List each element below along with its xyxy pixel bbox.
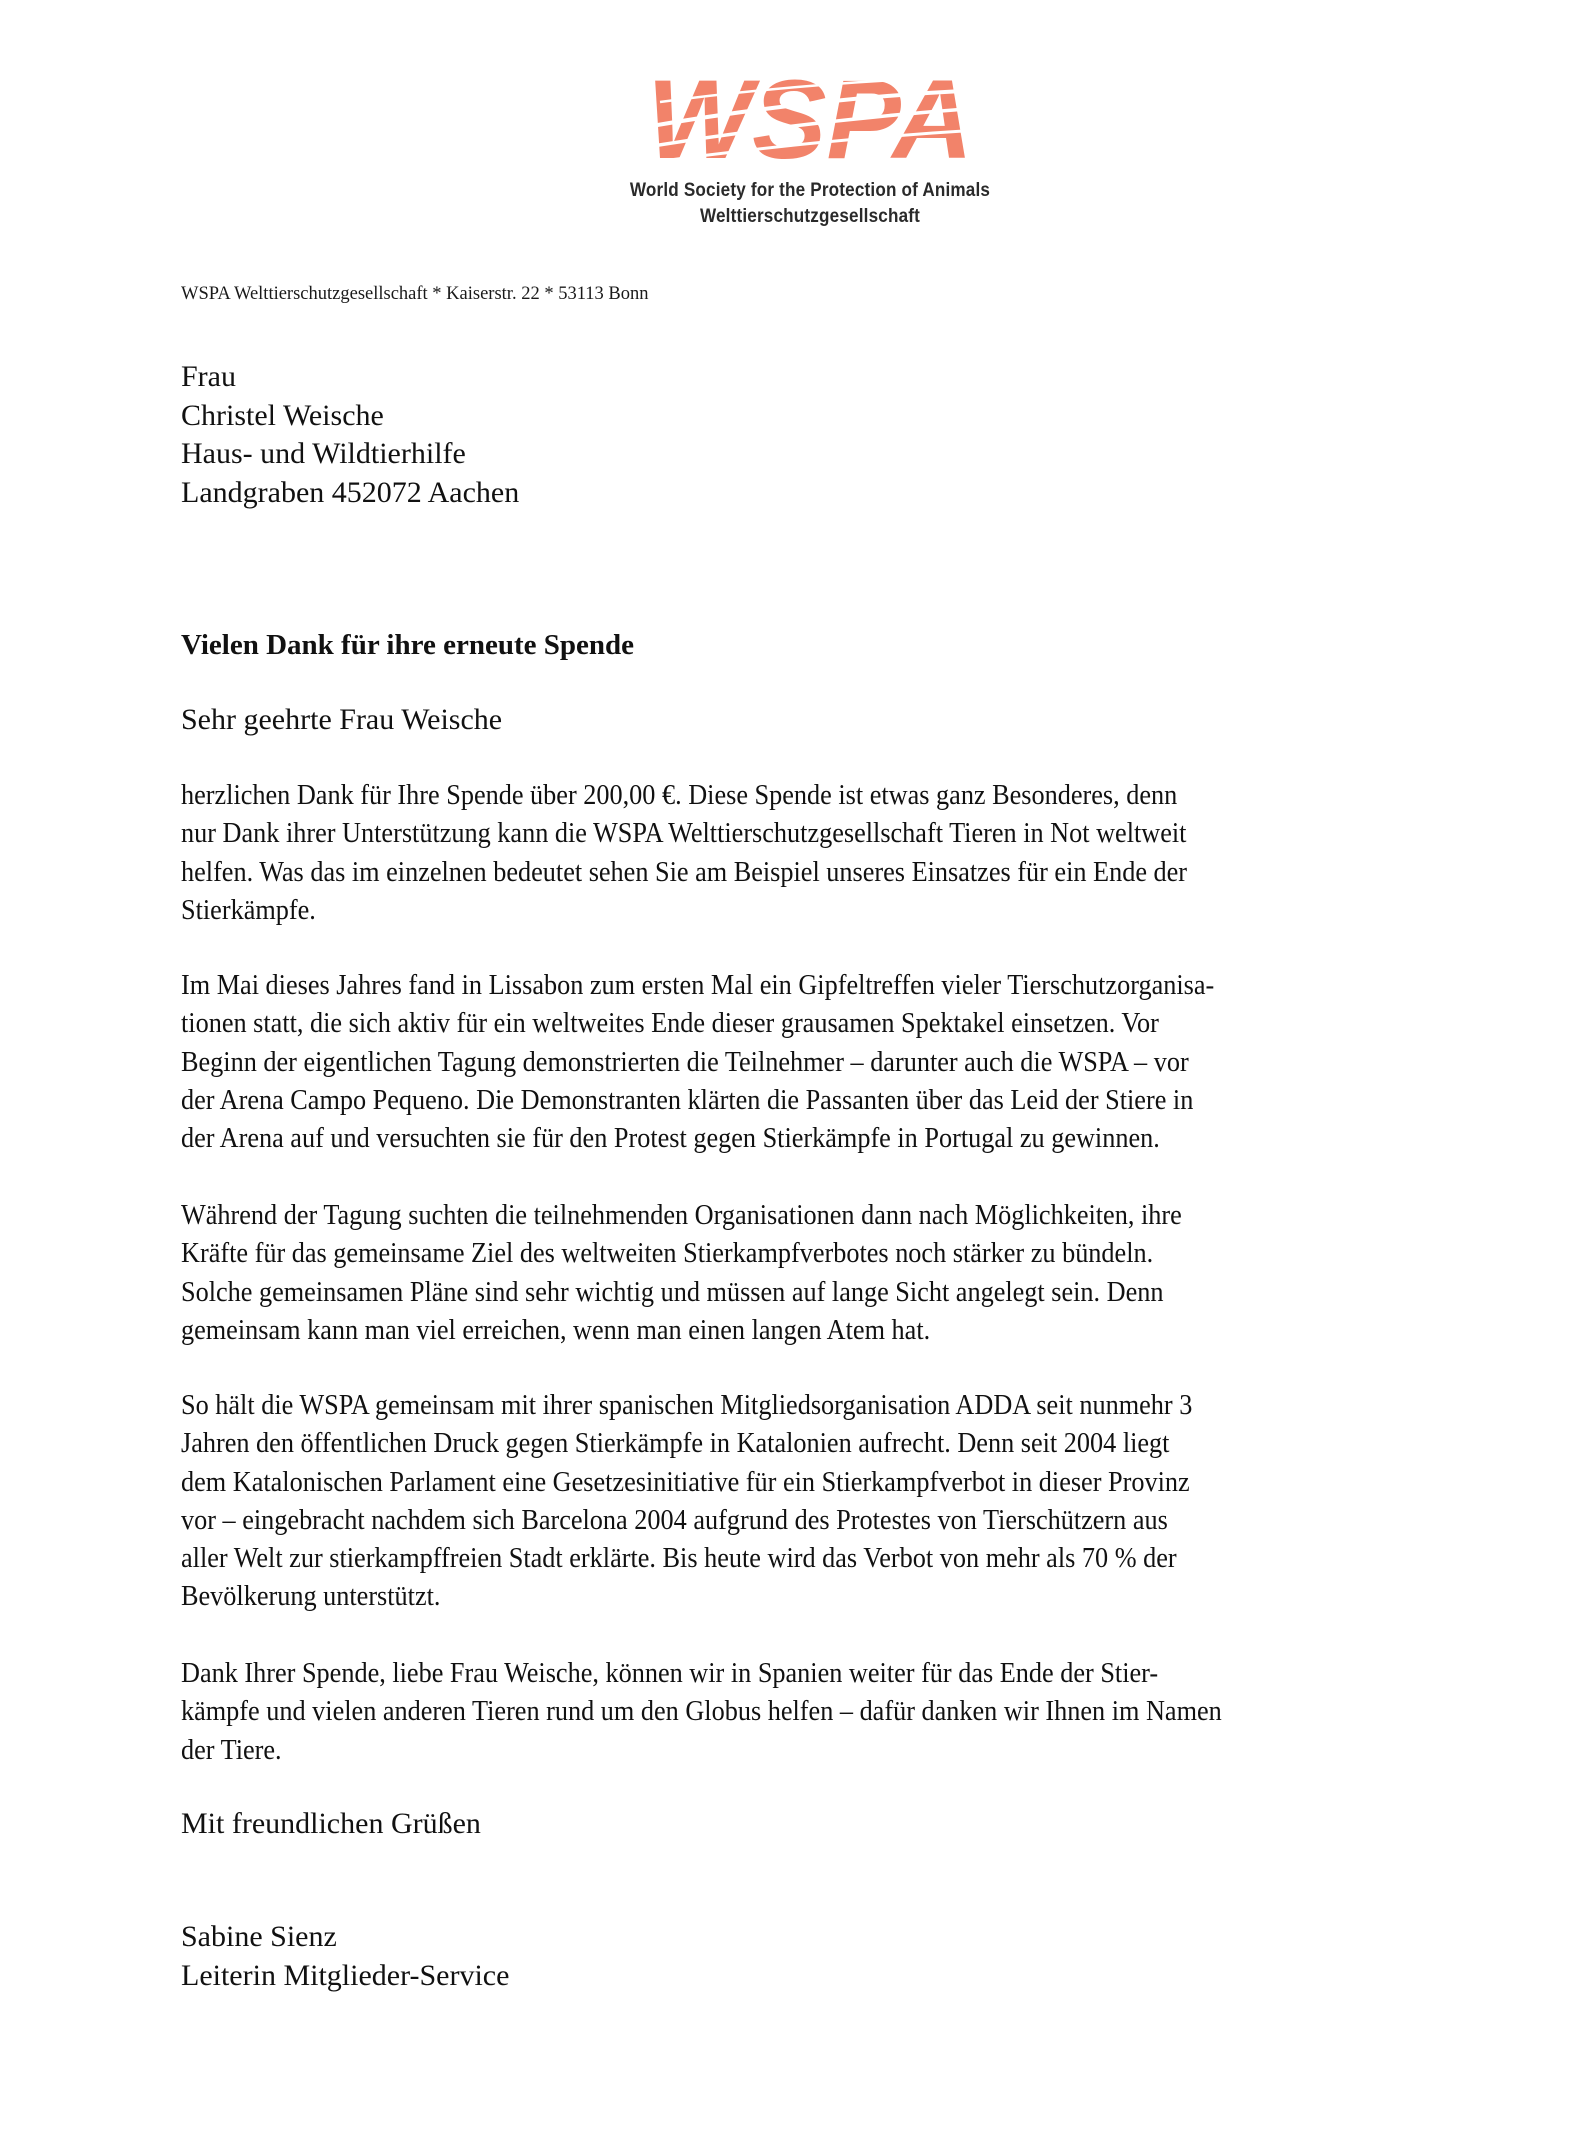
- letterhead: [580, 68, 1040, 230]
- letter-salutation: Sehr geehrte Frau Weische: [181, 703, 503, 736]
- body-paragraph: [181, 1386, 1521, 1616]
- paragraph-line: helfen. Was das im einzelnen bedeutet sehen Sie am Beispiel unseres Einsatzes für ein Ende der: [181, 855, 1188, 888]
- paragraph-line: So hält die WSPA gemeinsam mit ihrer spanischen Mitgliedsorganisation ADDA seit nunmehr 3: [181, 1389, 1193, 1421]
- recipient-address: [181, 358, 519, 512]
- signer-name: Sabine Sienz: [181, 1920, 337, 1953]
- paragraph-line: Während der Tagung suchten die teilnehmenden Organisationen dann nach Möglichkeiten, ihre: [181, 1199, 1182, 1231]
- paragraph-line: Im Mai dieses Jahres fand in Lissabon zum ersten Mal ein Gipfeltreffen vieler Tierschutzorganisa-: [181, 969, 1215, 1001]
- paragraph-line: vor – eingebracht nachdem sich Barcelona 2004 aufgrund des Protestes von Tierschützern aus: [181, 1503, 1168, 1536]
- paragraph-line: nur Dank ihrer Unterstützung kann die WSPA Welttierschutzgesellschaft Tieren in Not weltweit: [181, 817, 1187, 850]
- paragraph-line: herzlichen Dank für Ihre Spende über 200,00 €. Diese Spende ist etwas ganz Besonderes, denn: [181, 779, 1178, 811]
- sender-address-line: WSPA Welttierschutzgesellschaft * Kaiserstr. 22 * 53113 Bonn: [181, 284, 649, 304]
- paragraph-line: der Arena Campo Pequeno. Die Demonstranten klärten die Passanten über das Leid der Stiere in: [181, 1083, 1194, 1116]
- recipient-organization: Haus- und Wildtierhilfe: [181, 437, 466, 470]
- paragraph-line: der Tiere.: [181, 1733, 282, 1766]
- paragraph-line: Beginn der eigentlichen Tagung demonstrierten die Teilnehmer – darunter auch die WSPA – vor: [181, 1045, 1189, 1078]
- paragraph-line: der Arena auf und versuchten sie für den Protest gegen Stierkämpfe in Portugal zu gewinnen.: [181, 1122, 1160, 1155]
- org-name-english: World Society for the Protection of Animals: [629, 180, 991, 201]
- signature-block: [181, 1918, 509, 1995]
- paragraph-line: Kräfte für das gemeinsame Ziel des weltweiten Stierkampfverbotes noch stärker zu bündeln.: [181, 1237, 1154, 1270]
- paragraph-line: tionen statt, die sich aktiv für ein weltweites Ende dieser grausamen Spektakel einsetzen. Vor: [181, 1007, 1159, 1040]
- body-paragraph: [181, 966, 1521, 1157]
- recipient-name: Christel Weische: [181, 398, 384, 432]
- paragraph-line: Stierkämpfe.: [181, 893, 316, 926]
- letter-closing: Mit freundlichen Grüßen: [181, 1807, 481, 1840]
- body-paragraph: [181, 776, 1521, 929]
- paragraph-line: Solche gemeinsamen Pläne sind sehr wichtig und müssen auf lange Sicht angelegt sein. Denn: [181, 1275, 1164, 1308]
- body-paragraph: [181, 1196, 1521, 1349]
- paragraph-line: dem Katalonischen Parlament eine Gesetzesinitiative für ein Stierkampfverbot in dieser Provinz: [181, 1465, 1190, 1498]
- paragraph-line: Dank Ihrer Spende, liebe Frau Weische, können wir in Spanien weiter für das Ende der Stier-: [181, 1657, 1159, 1689]
- body-paragraph: [181, 1654, 1521, 1769]
- paragraph-line: Jahren den öffentlichen Druck gegen Stierkämpfe in Katalonien aufrecht. Denn seit 2004 liegt: [181, 1427, 1170, 1460]
- paragraph-line: gemeinsam kann man viel erreichen, wenn man einen langen Atem hat.: [181, 1313, 931, 1346]
- recipient-salutation-title: Frau: [181, 360, 236, 393]
- recipient-street-city: Landgraben 452072 Aachen: [181, 475, 520, 509]
- wspa-logo-icon: [640, 68, 980, 168]
- org-name-german: Welttierschutzgesellschaft: [699, 206, 921, 227]
- paragraph-line: kämpfe und vielen anderen Tieren rund um den Globus helfen – dafür danken wir Ihnen im Namen: [181, 1695, 1222, 1728]
- paragraph-line: Bevölkerung unterstützt.: [181, 1580, 441, 1613]
- letter-subject: Vielen Dank für ihre erneute Spende: [181, 629, 634, 661]
- paragraph-line: aller Welt zur stierkampffreien Stadt erklärte. Bis heute wird das Verbot von mehr als 70 % der: [181, 1542, 1177, 1575]
- signer-title: Leiterin Mitglieder-Service: [181, 1958, 510, 1992]
